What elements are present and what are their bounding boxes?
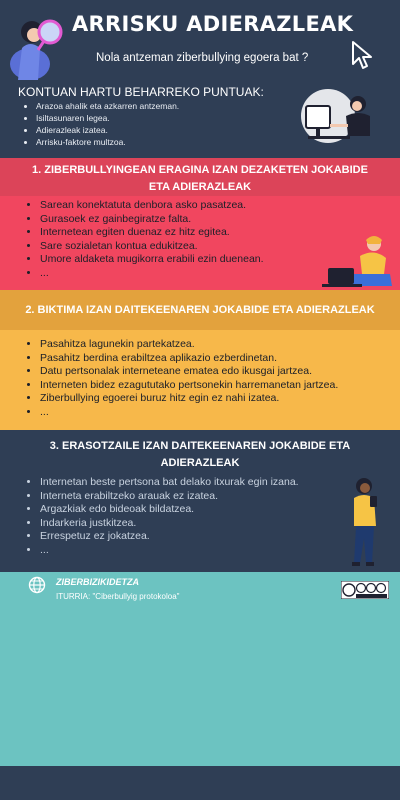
- list-item: • Interneten bidez ezagututako pertsonekin harremanetan jartzea.: [40, 379, 338, 393]
- list-item: • Datu pertsonalak interneteane ematea edo ikusgai jartzea.: [40, 365, 338, 379]
- list-item: • Umore aldaketa mugikorra erabili ezin duenean.: [40, 253, 264, 267]
- list-item: • ...: [40, 406, 338, 420]
- list-item: • Sare sozialetan kontua edukitzea.: [40, 240, 264, 254]
- section-2-list: [26, 338, 338, 420]
- list-item: • Arazoa ahalik eta azkarren antzeman.: [36, 100, 179, 112]
- list-item: • Errespetuz ez jokatzea.: [40, 530, 299, 544]
- list-item: • Sarean konektatuta denbora asko pasatzea.: [40, 199, 264, 213]
- list-item: • ...: [40, 544, 299, 558]
- list-item: • Isiltasunaren legea.: [36, 112, 179, 124]
- list-item: • Pasahitz berdina erabiltzea aplikazio ezberdinetan.: [40, 352, 338, 366]
- section-1-heading-line-1: 1. ZIBERBULLYINGEAN ERAGINA IZAN DEZAKETEN JOKABIDE: [32, 164, 368, 176]
- globe-icon: [28, 576, 46, 594]
- section-3-heading: [0, 430, 400, 472]
- section-1-list: [26, 199, 264, 281]
- list-item: • Argazkiak edo bideoak bildatzea.: [40, 503, 299, 517]
- girl-magnifier-illustration: [8, 10, 70, 80]
- person-on-phone-illustration: [344, 476, 384, 570]
- footer-source: ITURRIA: "Ciberbullyig protokoloa": [56, 592, 180, 601]
- section-3-heading-line-2: ADIERAZLEAK: [160, 457, 240, 469]
- footer: [0, 572, 400, 766]
- section-2-body: [0, 330, 400, 430]
- cursor-arrow-icon: [350, 40, 374, 70]
- section-1-heading: [0, 158, 400, 196]
- list-item: • Interneta erabiltzeko arauak ez izatea.: [40, 490, 299, 504]
- creative-commons-badge: [341, 581, 389, 599]
- list-item: • Gurasoek ez gainbegiratze falta.: [40, 213, 264, 227]
- list-item: • Adierazleak izatea.: [36, 124, 179, 136]
- person-on-laptop-illustration: [320, 234, 396, 290]
- page-title: ARRISKU ADIERAZLEAK: [72, 12, 354, 36]
- section-1-heading-line-2: ETA ADIERAZLEAK: [148, 181, 252, 193]
- list-item: • Indarkeria justkitzea.: [40, 517, 299, 531]
- list-item: • Internetean egiten duenaz ez hitz egitea.: [40, 226, 264, 240]
- list-item: • Internetan beste pertsona bat delako itxurak egin izana.: [40, 476, 299, 490]
- section-3-body: [0, 472, 400, 572]
- kontuan-list: [20, 100, 179, 148]
- kontuan-heading: KONTUAN HARTU BEHARREKO PUNTUAK:: [18, 85, 264, 99]
- section-3-list: [26, 476, 299, 558]
- list-item: • Pasahitza lagunekin partekatzea.: [40, 338, 338, 352]
- list-item: • Ziberbullying egoerei buruz hitz egin ez nahi izatea.: [40, 392, 338, 406]
- footer-brand: ZIBERBIZIKIDETZA: [56, 577, 139, 587]
- page-subtitle: Nola antzeman ziberbullying egoera bat ?: [96, 52, 309, 64]
- section-1-body: [0, 196, 400, 290]
- person-at-computer-illustration: [300, 88, 378, 146]
- section-3-heading-line-1: 3. ERASOTZAILE IZAN DAITEKEENAREN JOKABIDE ETA: [49, 440, 351, 452]
- section-2-heading: 2. BIKTIMA IZAN DAITEKEENAREN JOKABIDE ETA ADIERAZLEAK: [0, 290, 400, 330]
- bottom-band: [0, 766, 400, 800]
- list-item: • ...: [40, 267, 264, 281]
- list-item: • Arrisku-faktore multzoa.: [36, 136, 179, 148]
